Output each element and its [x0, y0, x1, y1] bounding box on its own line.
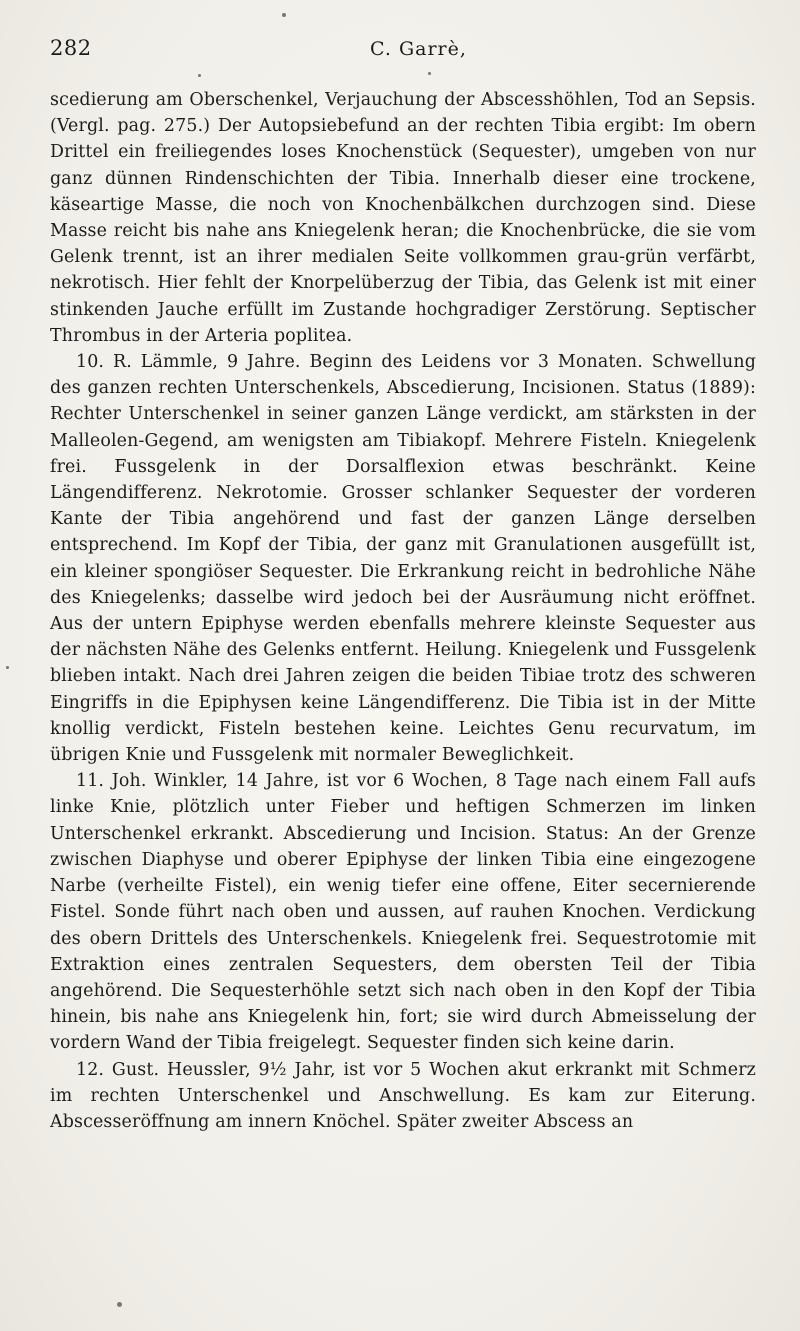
print-speck [428, 72, 431, 75]
body-text [50, 87, 756, 1135]
print-speck [117, 1302, 122, 1307]
print-speck [6, 666, 9, 669]
paragraph-case-11: 11. Joh. Winkler, 14 Jahre, ist vor 6 Wochen, 8 Tage nach einem Fall aufs linke Knie, plötzlich unter Fieber und heftigen Schmerzen im linken Unterschenkel erkrankt. Abscedierung und Incision. Status: An der Grenze zwischen Diaphyse und oberer Epiphyse der linken Tibia eine eingezogene Narbe (verheilte Fistel), ein wenig tiefer eine offene, Eiter secernierende Fistel. Sonde führt nach oben und aussen, auf rauhen Knochen. Verdickung des obern Drittels des Unterschenkels. Kniegelenk frei. Sequestrotomie mit Extraktion eines zentralen Sequesters, dem obersten Teil der Tibia angehörend. Die Sequesterhöhle setzt sich nach oben in den Kopf der Tibia hinein, bis nahe ans Kniegelenk hin, fort; sie wird durch Abmeisselung der vordern Wand der Tibia freigelegt. Sequester finden sich keine darin. [50, 771, 756, 1054]
paragraph-case-12: 12. Gust. Heussler, 9½ Jahr, ist vor 5 Wochen akut erkrankt mit Schmerz im rechten Unterschenkel und Anschwellung. Es kam zur Eiterung. Abscesseröffnung am innern Knöchel. Später zweiter Abscess an [50, 1059, 756, 1132]
page-number: 282 [50, 36, 92, 60]
paragraph-continuation: scedierung am Oberschenkel, Verjauchung der Abscesshöhlen, Tod an Sepsis. (Vergl. pag. 275.) Der Autopsiebefund an der rechten Tibia ergibt: Im obern Drittel ein freiliegendes loses Knochenstück (Sequester), umgeben von nur ganz dünnen Rindenschichten der Tibia. Innerhalb dieser eine trockene, käseartige Masse, die noch von Knochenbälkchen durchzogen sind. Diese Masse reicht bis nahe ans Kniegelenk heran; die Knochenbrücke, die sie vom Gelenk trennt, ist an ihrer medialen Seite vollkommen grau-grün verfärbt, nekrotisch. Hier fehlt der Knorpelüberzug der Tibia, das Gelenk ist mit einer stinkenden Jauche erfüllt im Zustande hochgradiger Zerstörung. Septischer Thrombus in der Arteria poplitea. [50, 90, 756, 346]
page-header [50, 36, 762, 66]
paragraph-case-10: 10. R. Lämmle, 9 Jahre. Beginn des Leidens vor 3 Monaten. Schwellung des ganzen rechten Unterschenkels, Abscedierung, Incisionen. Status (1889): Rechter Unterschenkel in seiner ganzen Länge verdickt, am stärksten in der Malleolen-Gegend, am wenigsten am Tibiakopf. Mehrere Fisteln. Kniegelenk frei. Fussgelenk in der Dorsalflexion etwas beschränkt. Keine Längendifferenz. Nekrotomie. Grosser schlanker Sequester der vorderen Kante der Tibia angehörend und fast der ganzen Länge derselben entsprechend. Im Kopf der Tibia, der ganz mit Granulationen ausgefüllt ist, ein kleiner spongiöser Sequester. Die Erkrankung reicht in bedrohliche Nähe des Kniegelenks; dasselbe wird jedoch bei der Ausräumung nicht eröffnet. Aus der untern Epiphyse werden ebenfalls mehrere kleinste Sequester aus der nächsten Nähe des Gelenks entfernt. Heilung. Kniegelenk und Fussgelenk blieben intakt. Nach drei Jahren zeigen die beiden Tibiae trotz des schweren Eingriffs in die Epiphysen keine Längendifferenz. Die Tibia ist in der Mitte knollig verdickt, Fisteln bestehen keine. Leichtes Genu recurvatum, im übrigen Knie und Fussgelenk mit normaler Beweglichkeit. [50, 352, 756, 766]
running-head: C. Garrè, [370, 38, 467, 60]
print-speck [198, 74, 201, 77]
print-speck [282, 13, 286, 17]
